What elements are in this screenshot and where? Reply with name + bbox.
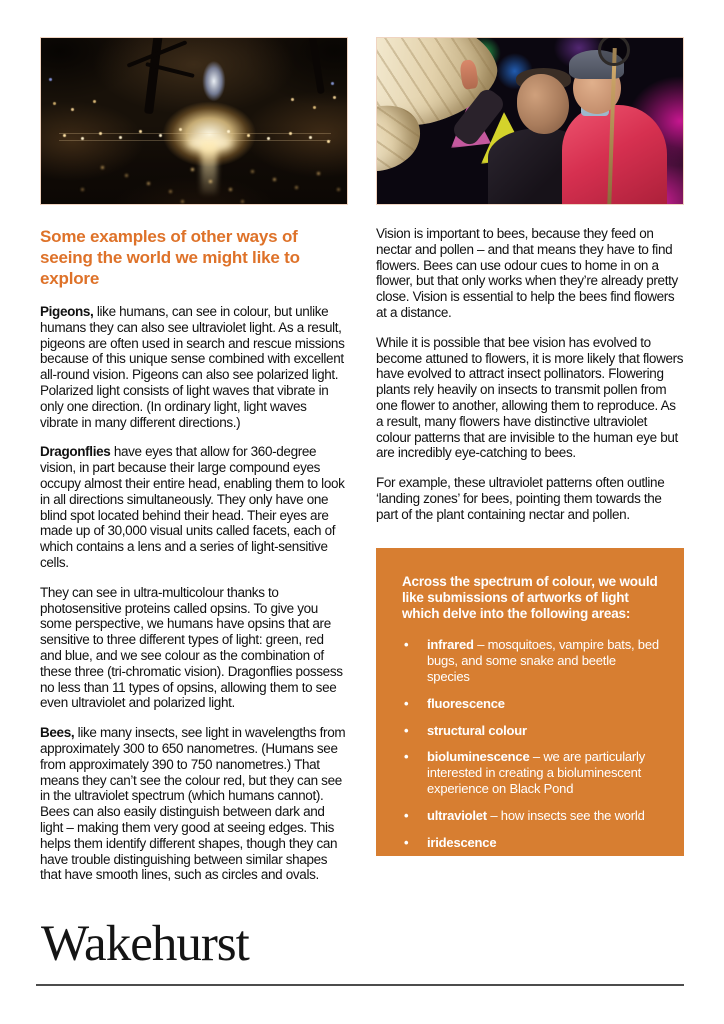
paragraph-bees [40,725,348,883]
list-item-infrared [402,637,660,684]
paragraph-landing-zones [376,475,684,522]
callout-heading: Across the spectrum of colour, we would like submissions of artworks of light which delve into the following areas: [402,574,658,621]
list-item-structural-colour [402,723,660,739]
bullet-lead: bioluminescence [427,749,530,765]
left-column [40,226,348,897]
list-item-text [427,723,660,739]
wakehurst-logo: Wakehurst [41,916,249,972]
paragraph-pigeons [40,304,348,430]
list-item-fluorescence [402,696,660,712]
list-item-text [427,808,660,824]
bullet-lead: structural colour [427,722,527,738]
bullet-icon: • [404,722,409,738]
photo-night-garden [40,37,348,205]
bullet-rest: – we are particularly interested in creating a bioluminescent experience on Black Pond [427,749,646,796]
list-item-iridescence [402,835,660,851]
list-item-ultraviolet [402,808,660,824]
paragraph-lead: Dragonflies [40,444,111,460]
paragraph-text: Vision is important to bees, because they feed on nectar and pollen – and that means they have to find flowers. Bees can use odour cues to home in on a flower, but that only works when they’re already pretty close. Vision is essential to help the bees find flowers at a distance. [376,226,678,320]
paragraph-text: like many insects, see light in wavelengths from approximately 300 to 650 nanometres. (Humans see from approximately 390 to 750 nanometres.) That means they can’t see the colour red, but they can see in the ultraviolet spectrum (which humans cannot). Bees can also easily distinguish between dark and light – making them very good at seeing edges. This helps them identify different shapes, though they can have trouble distinguishing between similar shapes that have smooth lines, such as circles and ovals. [40,725,346,883]
paragraph-opsins [40,585,348,711]
bullet-icon: • [404,749,409,765]
bullet-lead: fluorescence [427,695,505,711]
bullet-lead: iridescence [427,834,497,850]
list-item-text [427,835,660,851]
lantern-ring [598,37,630,66]
bullet-icon: • [404,807,409,823]
list-item-text [427,696,660,712]
paragraph-lead: Pigeons, [40,304,94,319]
paragraph-text: have eyes that allow for 360-degree vision, in part because their large compound eyes occupy almost their entire head, enabling them to look in all directions simultaneously. They only have one blind spot located behind their head. Their eyes are made up of 30,000 visual units called facets, each of which contains a lens and a series of light-sensitive cells. [40,444,345,570]
fence-line [59,133,331,134]
paragraph-lead: Bees, [40,725,75,741]
section-heading: Some examples of other ways of seeing the world we might like to explore [40,227,300,288]
footer-rule [36,984,684,986]
right-column [376,226,684,537]
bullet-icon: • [404,695,409,711]
bullet-icon: • [404,637,409,653]
tree-silhouette [144,37,163,114]
list-item-text [427,749,660,796]
bullet-rest: – how insects see the world [486,807,645,823]
paragraph-text: They can see in ultra-multicolour thanks to photosensitive proteins called opsins. To give you some perspective, we humans have opsins that are sensitive to three different types of light: green, red and blue, and we see colour as the combination of these three (tri-chromatic vision). Dragonflies possess no less than 11 types of opsins, allowing them to see even ultraviolet and polarized light. [40,584,343,711]
callout-list [402,637,660,850]
child-coat [562,105,667,205]
paragraph-text: While it is possible that bee vision has evolved to become attuned to flowers, it is more likely that flowers have evolved to attract insect pollinators. Flowering plants rely heavily on insects to transmit pollen from one flower to another, allowing them to reproduce. As a result, many flowers have distinctive ultraviolet colour patterns that are invisible to the human eye but are incredibly eye-catching to bees. [376,334,684,461]
garden-lights [41,38,44,41]
man-face [517,74,569,134]
bullet-icon: • [404,834,409,850]
bullet-lead: infrared [427,637,474,653]
paragraph-dragonflies [40,444,348,570]
paragraph-text: like humans, can see in colour, but unlike humans they can also see ultraviolet light. As a result, pigeons are often used in search and rescue missions because of this unique sense combined with excellent all-round vision. Pigeons can also see polarized light. Polarized light consists of light waves that vibrate in only one direction. (In ordinary light, light waves vibrate in many different directions.) [40,304,345,430]
list-item-text [427,637,660,684]
list-item-bioluminescence [402,749,660,796]
light-reflection [201,142,217,194]
bullet-lead: ultraviolet [427,807,487,823]
photo-family-lanterns [376,37,684,205]
callout-box [376,548,684,856]
bullet-rest: – mosquitoes, vampire bats, bed bugs, and some snake and beetle species [427,637,659,684]
paragraph-flowers-evolved [376,335,684,461]
paragraph-text: For example, these ultraviolet patterns often outline ‘landing zones’ for bees, pointing them towards the part of the plant containing nectar and pollen. [376,475,665,522]
tree-silhouette [308,37,325,94]
paragraph-bee-vision [376,226,684,321]
